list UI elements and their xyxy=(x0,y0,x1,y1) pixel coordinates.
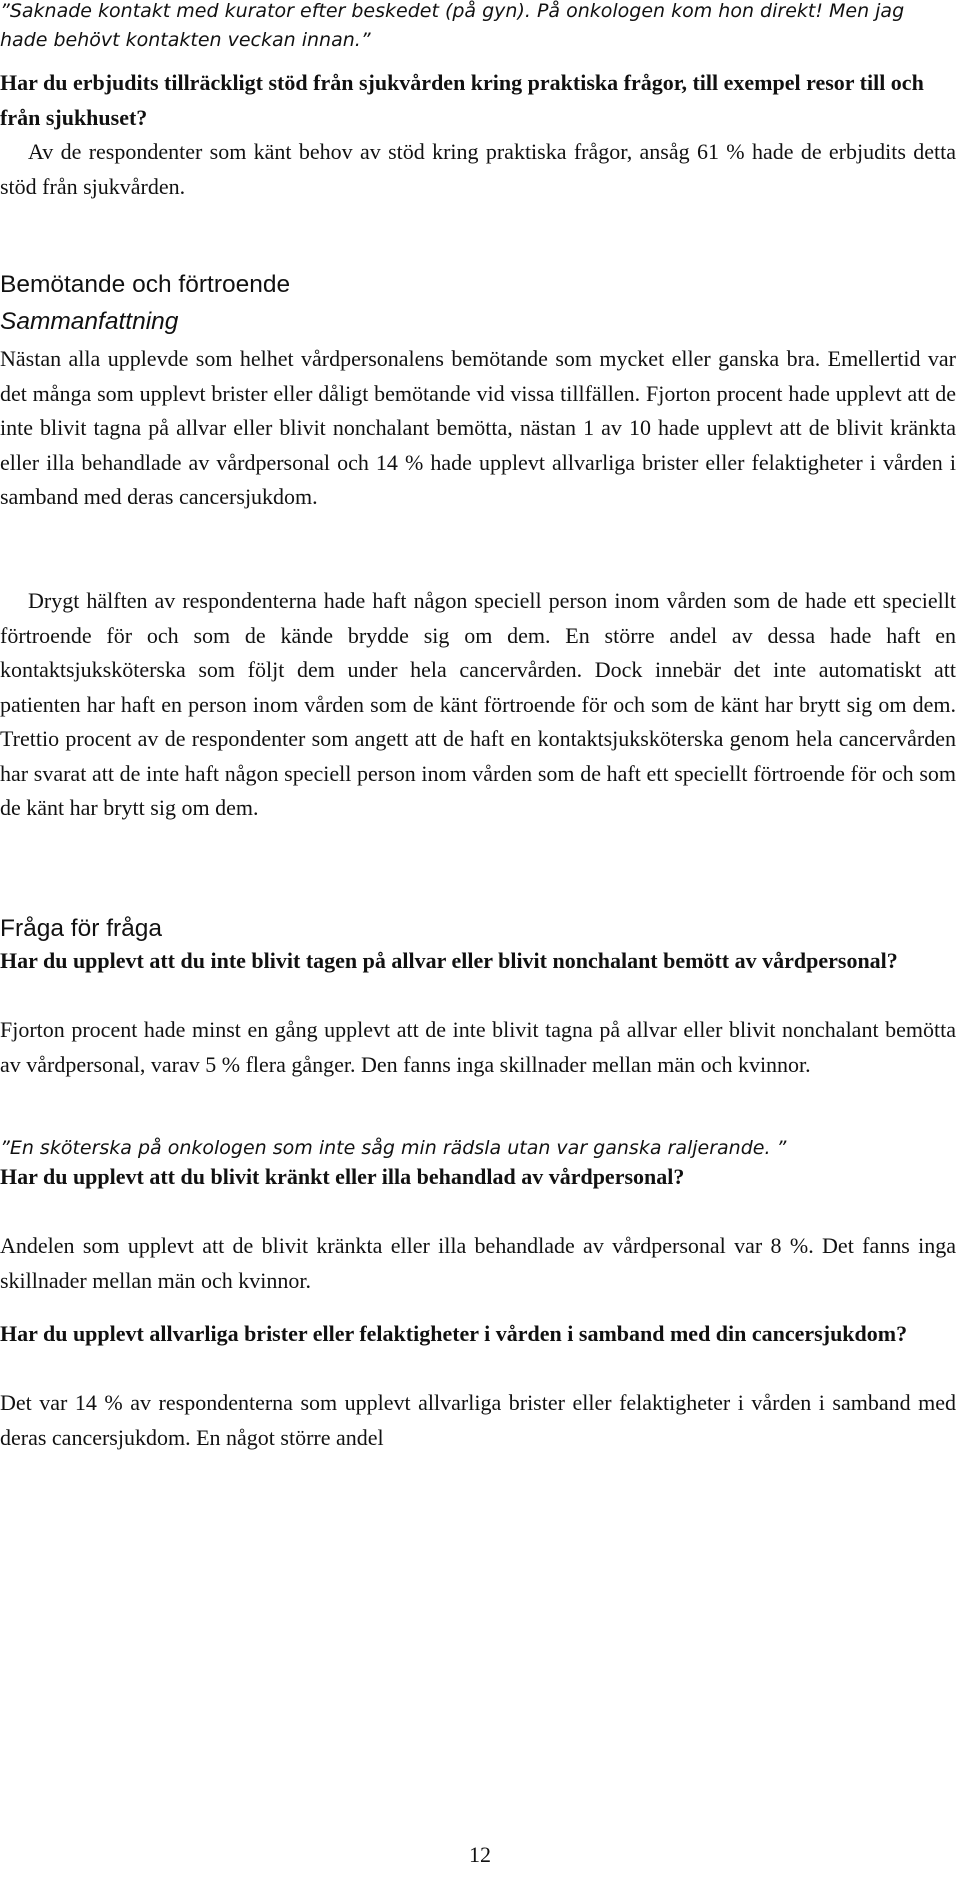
answer-offended: Andelen som upplevt att de blivit kränkta eller illa behandlade av vårdpersonal var 8 %. Det fanns inga skillnader mellan män och kvinnor. xyxy=(0,1233,956,1293)
question-heading-practical: Har du erbjudits tillräckligt stöd från sjukvården kring praktiska frågor, till exempel resor till och från sjukhuset? xyxy=(0,70,924,130)
summary-paragraph-2: Drygt hälften av respondenterna hade haft någon speciell person inom vården som de hade ett speciellt förtroende för och som de kände brydde sig om dem. En större andel av dessa hade haft en kontaktsjuksköterska som följt dem under hela cancervården. Dock innebär det inte automatiskt att patienten har haft en person inom vården som de känt förtroende för och som de känt har brytt sig om dem. Trettio procent av de respondenter som angett att de haft en kontaktsjuksköterska genom hela cancervården har svarat att de inte haft någon speciell person inom vården som de haft ett speciellt förtroende för och som de känt har brytt sig om dem. xyxy=(0,588,956,820)
question-heading-offended: Har du upplevt att du blivit kränkt eller illa behandlad av vårdpersonal? xyxy=(0,1164,685,1189)
question-heading-nonchalant: Har du upplevt att du inte blivit tagen på allvar eller blivit nonchalant bemött av vårdpersonal? xyxy=(0,948,898,973)
quote-top: ”Saknade kontakt med kurator efter beskedet (på gyn). På onkologen kom hon direkt! Men jag hade behövt kontakten veckan innan.” xyxy=(0,0,905,51)
question-heading-errors: Har du upplevt allvarliga brister eller felaktigheter i vården i samband med din cancersjukdom? xyxy=(0,1321,908,1346)
answer-practical: Av de respondenter som känt behov av stöd kring praktiska frågor, ansåg 61 % hade de erbjudits detta stöd från sjukvården. xyxy=(0,139,956,199)
page-number: 12 xyxy=(469,1842,491,1867)
quote-nurse: ”En sköterska på onkologen som inte såg min rädsla utan var ganska raljerande. ” xyxy=(0,1137,787,1159)
answer-errors: Det var 14 % av respondenterna som upplevt allvarliga brister eller felaktigheter i vården i samband med deras cancersjukdom. En något större andel xyxy=(0,1390,956,1450)
summary-label: Sammanfattning xyxy=(0,308,179,335)
summary-paragraph-1: Nästan alla upplevde som helhet vårdpersonalens bemötande som mycket eller ganska bra. Emellertid var det många som upplevt brister eller dåligt bemötande vid vissa tillfällen. Fjorton procent hade upplevt att de inte blivit tagna på allvar eller blivit nonchalant bemötta, nästan 1 av 10 hade upplevt att de blivit kränkta eller illa behandlade av vårdpersonal och 14 % hade upplevt allvarliga brister eller felaktigheter i vården i samband med deras cancersjukdom. xyxy=(0,346,956,509)
section-title: Bemötande och förtroende xyxy=(0,271,291,298)
answer-nonchalant: Fjorton procent hade minst en gång upplevt att de inte blivit tagna på allvar eller blivit nonchalant bemötta av vårdpersonal, varav 5 % flera gånger. Den fanns inga skillnader mellan män och kvinnor. xyxy=(0,1017,956,1077)
question-by-question-title: Fråga för fråga xyxy=(0,915,163,942)
